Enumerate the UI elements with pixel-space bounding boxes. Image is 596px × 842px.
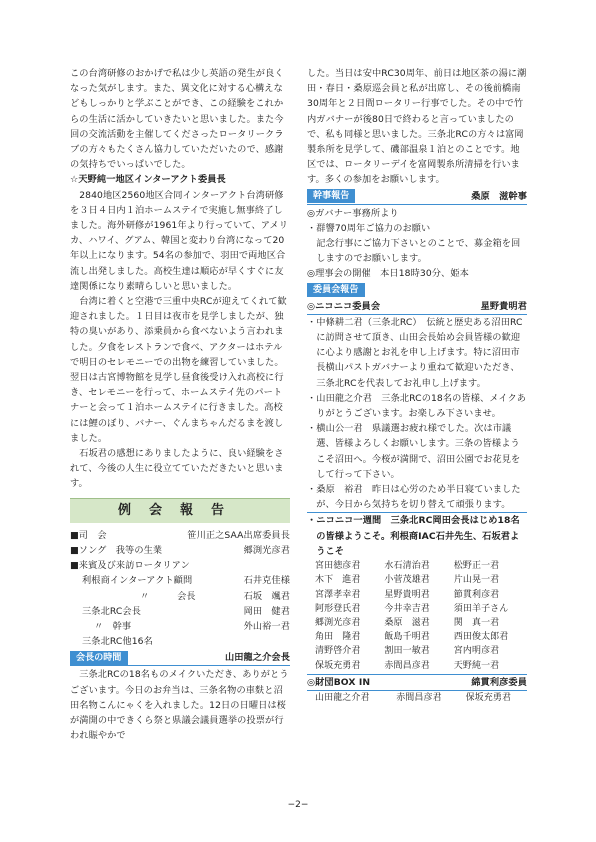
name-cell: 赤間昌彦君 <box>396 692 442 703</box>
name-cell: 小菅茂雄君 <box>384 575 430 586</box>
guest-name: 外山裕一君 <box>243 620 290 632</box>
name-cell: 阿形登氏君 <box>315 603 361 614</box>
nikoniko-heading: ◎ニコニコ委員会 <box>307 300 381 312</box>
guest-row <box>70 573 290 588</box>
foundation-box-heading-row <box>307 674 527 691</box>
name-cell: 郷渕光彦君 <box>315 617 361 628</box>
meeting-emcee-row <box>70 528 290 543</box>
name-cell: 清野啓介君 <box>315 646 361 657</box>
song-label: ■ソング 我等の生業 <box>70 544 163 556</box>
name-cell: 片山晃一君 <box>453 575 500 586</box>
nikoniko-item: ・山田龍之介君 三条北RCの18名の皆様、メイクありがとうございます。お楽しみ下さいませ。 <box>307 392 527 420</box>
table-row <box>307 691 527 705</box>
meeting-song-row <box>70 543 290 558</box>
name-cell: 山田龍之介君 <box>315 692 370 703</box>
guest-role: 〃 会長 <box>140 590 196 602</box>
paragraph-3: 石坂君の感想にありましたように、良い経験をされて、今後の人生に役立てていただきたいと思います。 <box>70 448 284 490</box>
foundation-box-chair: 綿貫利彦委員 <box>471 676 527 688</box>
name-cell: 桑原 滋君 <box>384 617 430 628</box>
name-cell: 須田羊子さん <box>453 603 509 614</box>
guest-others: 三条北RC他16名 <box>82 636 153 648</box>
names-table <box>307 559 527 673</box>
name-cell: 宮内明彦君 <box>453 646 500 657</box>
table-row <box>307 559 527 573</box>
nikoniko-chair: 星野貴明君 <box>480 300 527 312</box>
paragraph-1: 2840地区2560地区合同インターアクト台湾研修を３日４日内１泊ホームステイで実施し無事終了しました。海外研修が1961年より行っていて、アメリカ、ハワイ、グアム、韓国と変わり台湾になって20年以上になります。54名の参加で、羽田で両地区合流し出発しました。高校生達は順応が早くすぐに友達関係になり素晴らしいと思いました。 <box>70 189 289 292</box>
guest-role: 三条北RC会長 <box>82 605 141 617</box>
name-cell: 天野純一君 <box>453 660 500 671</box>
name-cell: 星野貴明君 <box>384 589 430 600</box>
section-heading: ☆天野純一地区インターアクト委員長 <box>70 174 226 186</box>
name-cell: 飯島千明君 <box>384 632 430 643</box>
secretary-item: ◎理事会の開催 本日18時30分、姫本 <box>307 268 469 280</box>
paragraph-2: 台湾に着くと空港で三重中央RCが迎えてくれて歓迎されました。１日目は夜市を見学しましたが、独特の臭いがあり、添乗員から食べないよう言われました。夕食をレストランで食べ、アクターはホテルで明日のセレモニーでの出物を練習していました。翌日は古宮博物館を見学し昼食後受け入れ高校に行き、セレモニーを行って、ホームステイ先のパートナーと会って１泊ホームステイに行きました。高校には鯉のぼり、バナー、ぐんまちゃんだるまを渡しました。 <box>70 296 287 444</box>
page-number: −2− <box>287 800 309 810</box>
secretary-item: 記念行事にご協力下さいとのことで、募金箱を回しますのでお願いします。 <box>316 238 521 265</box>
name-cell: 水石清治君 <box>384 561 430 572</box>
guest-row <box>70 589 290 604</box>
song-value: 郷渕光彦君 <box>243 544 290 556</box>
table-row <box>307 616 527 630</box>
intro-paragraph: この台湾研修のおかげで私は少し英語の発生が良くなった気がします。また、異文化に対する心構えなどもしっかりと学ぶことができ、この経験をこれからの生活に活かしていきたいと思いました。また今回の交流活動を主催してくださったロータリークラブの方々もたくさん協力していただいたので、感謝の気持ちでいっぱいでした。 <box>70 68 284 171</box>
table-row <box>307 588 527 602</box>
secretary-report-label: 幹事報告 <box>307 189 355 203</box>
name-cell: 宮田徳彦君 <box>315 561 361 572</box>
name-cell: 今井幸吉君 <box>384 603 430 614</box>
table-row <box>307 573 527 587</box>
guest-name: 岡田 健君 <box>243 605 290 617</box>
table-row <box>307 602 527 616</box>
committee-report-header <box>307 283 527 298</box>
nikoniko-item: ・横山公一君 県議選お疲れ様でした。次は市議選、皆様よろしくお願いします。三条の皆様ようこそ沼田へ。今桜が満開で、沼田公園でお花見をして行って下さい。 <box>307 423 521 480</box>
president-time-label: 会長の時間 <box>70 651 128 665</box>
foundation-box-heading: ◎財団BOX IN <box>307 676 371 688</box>
nikoniko-item: ・桑原 裕君 昨日は心労のため半日寝ていましたが、今日から気持ちを切り替えて頑張ります。 <box>307 484 521 511</box>
nikoniko-item: ・中條耕二君（三条北RC） 伝統と歴史ある沼田RCに訪問させて頂き、山田会長始め会員皆様の歓迎に心より感謝とお礼を申し上げます。特に沼田市長横山パストガバナーより重ねて歓迎いただき、三条北RCを代表してお礼申し上げます。 <box>307 316 523 389</box>
name-cell: 保坂充勇君 <box>465 692 512 703</box>
name-cell: 西田俊太郎君 <box>453 632 509 643</box>
report-title: 例会報告 <box>70 498 290 523</box>
name-cell: 節貫利彦君 <box>453 589 500 600</box>
table-row <box>307 630 527 644</box>
committee-report-label: 委員会報告 <box>307 283 365 297</box>
president-time-header <box>70 650 290 666</box>
name-cell: 割田一敏君 <box>384 646 430 657</box>
secretary-report-header <box>307 189 527 205</box>
table-row <box>307 644 527 658</box>
foundation-box-names <box>307 691 527 705</box>
guest-role: 利根商インターアクト顧問 <box>82 575 193 587</box>
name-cell: 関 真一君 <box>453 617 500 628</box>
continued-paragraph: した。当日は安中RC30周年、前日は地区茶の湯に潮田・春日・桑原巡会員と私が出席し、その後前橋南30周年と２日間ロータリー行事でした。その中で竹内ガバナーが後80日で終わると言っていましたので、私も同様と思いました。三条北RCの方々は富岡製糸所を見学して、磯部温泉１泊とのことです。地区では、ロータリーデイを富岡製糸所清掃を行います。多くの参加をお願いします。 <box>307 68 527 186</box>
president-text: 三条北RCの18名ものメイクいただき、ありがとうございます。今日のお弁当は、三条名物の車麩と沼田名物こんにゃくを入れました。12日の日曜日は桜が満開の中できくら祭と県議会議員選挙の投票が行われ賑やかで <box>70 669 289 742</box>
nikoniko-week: ・ニコニコ一週間 三条北RC岡田会長はじめ18名の皆様ようこそ。利根商IAC石井先生、石坂君ようこそ <box>307 512 527 559</box>
secretary-item: ◎ガバナー事務所より <box>307 207 399 219</box>
name-cell: 角田 隆君 <box>315 632 361 643</box>
name-cell: 木下 進君 <box>315 575 361 586</box>
guest-name: 石坂 颯君 <box>243 590 290 602</box>
name-cell: 松野正一君 <box>453 561 500 572</box>
secretary-name: 桑原 滋幹事 <box>471 190 527 202</box>
guests-heading: ■来賓及び来訪ロータリアン <box>70 560 190 572</box>
name-cell: 保坂充勇君 <box>315 660 361 671</box>
emcee-label: ■司 会 <box>70 529 107 541</box>
name-cell: 宮澤孝幸君 <box>315 589 361 600</box>
name-cell: 赤間昌彦君 <box>384 660 430 671</box>
left-column <box>70 66 290 743</box>
emcee-value: 笹川正之SAA出席委員長 <box>187 529 290 541</box>
secretary-item: ・群響70周年ご協力のお願い <box>307 222 431 234</box>
president-name: 山田龍之介会長 <box>224 652 290 664</box>
right-column <box>307 66 527 705</box>
guest-name: 石井克佳様 <box>243 575 290 587</box>
guest-row <box>70 604 290 619</box>
guest-row <box>70 619 290 634</box>
table-row <box>307 659 527 673</box>
guest-role: 〃 幹事 <box>94 620 132 632</box>
nikoniko-heading-row <box>307 299 527 315</box>
